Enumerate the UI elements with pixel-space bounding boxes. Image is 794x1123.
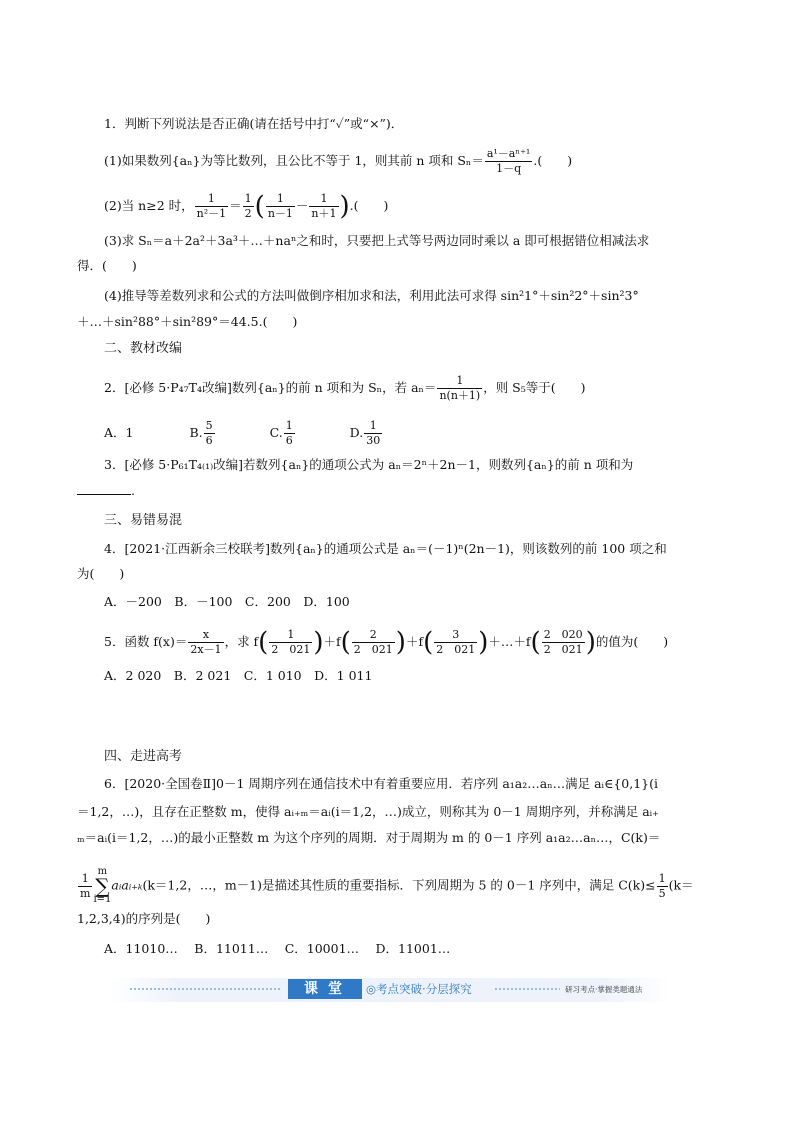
banner-tag: 课堂	[288, 979, 362, 999]
q6-term: aᵢaᵢ₊ₖ	[111, 877, 143, 893]
q6-line4	[77, 867, 694, 905]
q5-frac-c: $\frac{3}{2 021}$	[436, 628, 476, 656]
q3-line2: .	[77, 482, 135, 500]
q1-stem: 1．判断下列说法是否正确(请在括号中打“✓”或“×”)．	[104, 116, 404, 131]
q4-line2: 为( )	[77, 566, 125, 581]
q2-option-d: D. $\frac{1}{30}$	[349, 419, 381, 447]
q1-item2-frac4: $\frac{1}{n+1}$	[311, 192, 337, 220]
right-paren: )	[339, 191, 350, 222]
section-title-4: 四、走进高考	[104, 749, 183, 764]
q6-one-fifth: $\frac{1}{5}$	[658, 871, 666, 900]
q5-fx-fraction: $\frac{x}{2x-1}$	[190, 628, 222, 656]
q5-plus-1: ＋f	[323, 634, 341, 649]
q6-one-over-m: $\frac{1}{m}$	[80, 871, 91, 900]
q2-stem-text: 2．[必修 5·P₄₇T₄改编]数列{aₙ}的前 n 项和为 Sₙ，若 aₙ＝	[104, 380, 437, 395]
q5-plus-2: ＋f	[405, 634, 424, 649]
q5-tail: 的值为( )	[595, 634, 669, 649]
banner-subtitle: ◎考点突破·分层探究	[366, 982, 472, 996]
q2-stem	[104, 374, 586, 403]
q5-stem-text: 5．函数 f(x)＝	[104, 634, 188, 649]
banner-right-text: 研习考点·掌握类题通法	[565, 985, 643, 994]
q1-item4-line1: (4)推导等差数列求和公式的方法叫做倒序相加求和法，利用此法可求得 sin²1°＋sin²2°＋sin²3°	[104, 288, 639, 303]
q3-line1: 3．[必修 5·P₆₁T₄₍₁₎改编]若数列{aₙ}的通项公式为 aₙ＝2ⁿ＋2n－1，则数列{aₙ}的前 n 项和为	[104, 457, 634, 472]
q2-options	[104, 419, 383, 448]
q1-item1-tail: .( )	[533, 153, 573, 168]
q1-item1	[104, 147, 572, 176]
q1-item2-text: (2)当 n≥2 时，	[104, 198, 194, 213]
q1-item4-line2: ＋…＋sin²88°＋sin²89°＝44.5.( )	[77, 314, 298, 329]
q5-stem: 5．函数 f(x)＝ $\frac{x}{2x-1}$ ，求 f( $\frac{1}{2 021}$ )＋f( $\frac{2}{2 021}$ )＋f( $\frac{3}{2 021}$ )＋…＋f( $\frac{2 020}{2 021}$ )的值为( )	[104, 627, 669, 658]
banner-stripe-right	[495, 988, 560, 990]
q2-stem-tail: ，则 S₅等于( )	[483, 380, 586, 395]
q5-frac-d: $\frac{2 020}{2 021}$	[543, 628, 583, 656]
q6-options: A．11010… B．11011… C．10001… D．11001…	[104, 941, 451, 956]
left-paren: (	[254, 191, 265, 222]
q6-line5: 1,2,3,4)的序列是( )	[77, 911, 211, 926]
q5-frac-b: $\frac{2}{2 021}$	[353, 628, 393, 656]
q6-line3: ₘ＝aᵢ(i＝1,2，…)的最小正整数 m 为这个序列的周期．对于周期为 m 的 0－1 序列 a₁a₂…aₙ…，C(k)＝	[77, 830, 661, 845]
q1-item3-line1: (3)求 Sₙ＝a＋2a²＋3a³＋…＋naⁿ之和时，只要把上式等号两边同时乘以 a 即可根据错位相减法求	[104, 233, 650, 248]
q4-options: A．－200 B．－100 C．200 D．100	[104, 594, 350, 609]
q2-option-b: B. $\frac{5}{6}$	[189, 419, 213, 447]
q1-item2-tail: .( )	[349, 198, 389, 213]
q6-line2: ＝1,2，…)，且存在正整数 m，使得 aᵢ₊ₘ＝aᵢ(i＝1,2，…)成立，则称其为 0－1 周期序列，并称满足 aᵢ₊	[77, 804, 659, 819]
section-banner	[110, 978, 670, 1002]
banner-stripe-left	[130, 988, 280, 990]
q1-item1-fraction: $\frac{\text{a¹－aⁿ⁺¹}}{1-q}$	[486, 147, 531, 175]
q6-line4-tail: (k＝	[668, 877, 694, 893]
answer-blank	[77, 484, 131, 495]
q5-dots: ＋…＋f	[488, 634, 531, 649]
q1-item2	[104, 192, 388, 221]
q4-line1: 4．[2021·江西新余三校联考]数列{aₙ}的通项公式是 aₙ＝(－1)ⁿ(2n－1)，则该数列的前 100 项之和	[104, 541, 667, 556]
q2-option-a: A．1	[104, 425, 134, 440]
q5-options: A．2 020 B．2 021 C．1 010 D．1 011	[104, 668, 373, 683]
q1-item2-frac2: $\frac{1}{2}$	[244, 192, 252, 220]
q2-option-c: C. $\frac{1}{6}$	[269, 419, 293, 447]
q5-mid: ，求 f	[224, 634, 259, 649]
q6-line4-text: (k＝1,2，…，m－1)是描述其性质的重要指标．下列周期为 5 的 0－1 序列中，满足 C(k)≤	[142, 877, 656, 893]
equals-sign: ＝	[229, 198, 242, 213]
q6-line1: 6．[2020·全国卷Ⅱ]0－1 周期序列在通信技术中有着重要应用．若序列 a₁a₂…aₙ…满足 aᵢ∈{0,1}(i	[104, 776, 658, 791]
q1-item3-line2: 得．( )	[77, 258, 137, 273]
q1-item2-frac1: $\frac{1}{\text{n²－1}}$	[196, 192, 227, 220]
section-title-2: 二、教材改编	[104, 341, 183, 356]
q2-fraction: $\frac{1}{n(n+1)}$	[439, 374, 481, 402]
minus-sign: －	[295, 198, 309, 213]
section-title-3: 三、易错易混	[104, 513, 183, 528]
summation-symbol: m ∑ i=1	[93, 866, 112, 905]
q1-item2-frac3: $\frac{1}{n-1}$	[267, 192, 293, 220]
q1-item1-text: (1)如果数列{aₙ}为等比数列，且公比不等于 1，则其前 n 项和 Sₙ＝	[104, 153, 484, 168]
q5-frac-a: $\frac{1}{2 021}$	[271, 628, 311, 656]
